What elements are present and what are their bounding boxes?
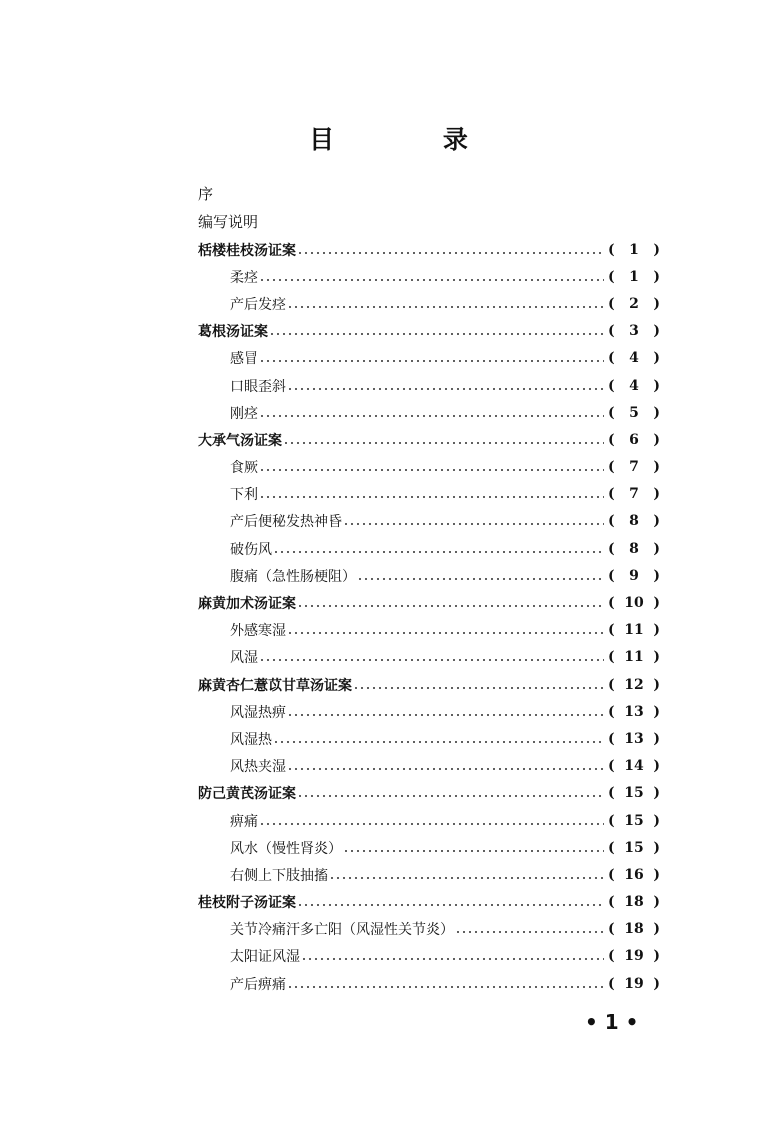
dot-leader (259, 279, 604, 281)
toc-page-number: 19 (624, 948, 644, 965)
dot-leader (287, 714, 604, 716)
toc-section (198, 426, 660, 453)
toc-preface: 序 (198, 185, 214, 203)
toc-page-ref: ( 18 ) (608, 921, 660, 938)
dot-leader (343, 523, 604, 525)
dot-leader (297, 904, 604, 906)
dot-leader (301, 958, 604, 960)
toc-page-ref: ( 7 ) (608, 459, 660, 476)
toc-page-ref: ( 3 ) (608, 323, 660, 340)
toc-page-ref: ( 10 ) (608, 595, 660, 612)
toc-page-ref: ( 8 ) (608, 540, 660, 557)
dot-leader (259, 469, 604, 471)
toc-page-ref: ( 19 ) (608, 948, 660, 965)
page-title: 目 录 (309, 125, 518, 154)
toc-page-number: 7 (629, 459, 639, 476)
dot-leader (287, 388, 604, 390)
toc-page-number: 12 (624, 676, 644, 693)
toc-entry-title: 刚痉 (230, 405, 258, 422)
toc-page-ref: ( 18 ) (608, 894, 660, 911)
toc-item (198, 372, 660, 399)
dot-leader (287, 632, 604, 634)
toc-section (198, 889, 660, 916)
toc-page-number: 18 (624, 921, 644, 938)
toc-entry-title: 腹痛（急性肠梗阻） (230, 568, 356, 585)
toc-page-number: 13 (624, 730, 644, 747)
toc-entry-title: 风湿 (230, 650, 258, 667)
toc-page-ref: ( 15 ) (608, 839, 660, 856)
toc-page-number: 6 (629, 431, 639, 448)
toc-entry-title: 太阳证风湿 (230, 949, 300, 966)
toc-entry-title: 桂枝附子汤证案 (198, 895, 296, 912)
toc-page-number: 1 (629, 268, 639, 285)
toc-item (198, 916, 660, 943)
toc-page-number: 3 (629, 323, 639, 340)
toc-page-ref: ( 19 ) (608, 975, 660, 992)
page-number: • 1 • (585, 1010, 639, 1034)
toc-entry-title: 栝楼桂枝汤证案 (198, 242, 296, 259)
toc-page-number: 8 (629, 540, 639, 557)
toc-item (198, 943, 660, 970)
toc-page-number: 15 (624, 839, 644, 856)
toc-compilation-notes: 编写说明 (198, 213, 259, 231)
toc-section (198, 671, 660, 698)
dot-leader (269, 333, 604, 335)
toc-page-number: 13 (624, 703, 644, 720)
dot-leader (273, 741, 604, 743)
toc-entry-title: 产后便秘发热神昏 (230, 514, 342, 531)
toc-page-ref: ( 13 ) (608, 730, 660, 747)
dot-leader (353, 687, 604, 689)
dot-leader (287, 986, 604, 988)
toc-page-number: 15 (624, 785, 644, 802)
toc-entry-title: 右侧上下肢抽搐 (230, 867, 328, 884)
toc-page-ref: ( 13 ) (608, 703, 660, 720)
toc-page-number: 1 (629, 241, 639, 258)
toc-page-ref: ( 14 ) (608, 758, 660, 775)
toc-page-number: 9 (629, 567, 639, 584)
toc-item (198, 263, 660, 290)
toc-entry-title: 风热夹湿 (230, 759, 286, 776)
toc-entry-title: 口眼歪斜 (230, 378, 286, 395)
toc-page-ref: ( 11 ) (608, 649, 660, 666)
toc-section (198, 236, 660, 263)
toc-entry-title: 风湿热痹 (230, 704, 286, 721)
toc-entry-title: 大承气汤证案 (198, 432, 282, 449)
dot-leader (259, 496, 604, 498)
toc-page-number: 10 (624, 595, 644, 612)
toc-item (198, 290, 660, 317)
toc-page-number: 15 (624, 812, 644, 829)
toc-section (198, 318, 660, 345)
toc-entry-title: 感冒 (230, 351, 258, 368)
dot-leader (357, 578, 604, 580)
toc-page-ref: ( 7 ) (608, 486, 660, 503)
dot-leader (287, 768, 604, 770)
toc-page-ref: ( 9 ) (608, 567, 660, 584)
toc-page-number: 4 (629, 350, 639, 367)
toc-entry-title: 风水（慢性肾炎） (230, 840, 342, 857)
dot-leader (259, 360, 604, 362)
toc-entry-title: 关节冷痛汗多亡阳（风湿性关节炎） (230, 922, 454, 939)
dot-leader (343, 850, 604, 852)
toc-page-ref: ( 2 ) (608, 295, 660, 312)
toc-item (198, 725, 660, 752)
toc-section (198, 780, 660, 807)
dot-leader (287, 306, 604, 308)
toc-page-number: 4 (629, 377, 639, 394)
toc-item (198, 508, 660, 535)
toc-item (198, 481, 660, 508)
toc-item (198, 345, 660, 372)
dot-leader (297, 252, 604, 254)
dot-leader (297, 795, 604, 797)
toc-entry-title: 麻黄杏仁薏苡甘草汤证案 (198, 677, 352, 694)
toc-item (198, 399, 660, 426)
toc-entry-title: 食厥 (230, 460, 258, 477)
dot-leader (259, 415, 604, 417)
toc-item (198, 807, 660, 834)
toc-page-ref: ( 15 ) (608, 785, 660, 802)
dot-leader (259, 659, 604, 661)
toc-item (198, 562, 660, 589)
toc-page-ref: ( 1 ) (608, 241, 660, 258)
toc-item (198, 753, 660, 780)
toc-page-ref: ( 4 ) (608, 350, 660, 367)
toc-page-number: 18 (624, 894, 644, 911)
dot-leader (329, 877, 604, 879)
toc-page-ref: ( 4 ) (608, 377, 660, 394)
toc-page-ref: ( 5 ) (608, 404, 660, 421)
toc-entry-title: 痹痛 (230, 813, 258, 830)
toc-item (198, 698, 660, 725)
toc-page-number: 8 (629, 513, 639, 530)
toc-item (198, 535, 660, 562)
toc-entry-title: 风湿热 (230, 731, 272, 748)
toc-item (198, 454, 660, 481)
toc-page-ref: ( 16 ) (608, 866, 660, 883)
toc-entry-title: 产后发痉 (230, 296, 286, 313)
toc-item (198, 617, 660, 644)
toc-entry-title: 下利 (230, 487, 258, 504)
toc-entry-title: 麻黄加术汤证案 (198, 596, 296, 613)
dot-leader (297, 605, 604, 607)
toc-page-number: 2 (629, 295, 639, 312)
table-of-contents (198, 180, 660, 997)
toc-page-number: 5 (629, 404, 639, 421)
toc-item (198, 834, 660, 861)
toc-page-ref: ( 12 ) (608, 676, 660, 693)
dot-leader (273, 551, 604, 553)
toc-page-ref: ( 15 ) (608, 812, 660, 829)
toc-entries (198, 236, 660, 997)
toc-entry-title: 外感寒湿 (230, 623, 286, 640)
toc-item (198, 970, 660, 997)
dot-leader (283, 442, 604, 444)
dot-leader (259, 823, 604, 825)
toc-page-ref: ( 6 ) (608, 431, 660, 448)
toc-section (198, 589, 660, 616)
toc-page-number: 11 (624, 649, 644, 666)
toc-page-number: 16 (624, 866, 644, 883)
toc-entry-title: 葛根汤证案 (198, 324, 268, 341)
toc-page-ref: ( 11 ) (608, 622, 660, 639)
dot-leader (455, 931, 604, 933)
toc-entry-title: 破伤风 (230, 541, 272, 558)
toc-page-number: 14 (624, 758, 644, 775)
toc-entry-title: 柔痉 (230, 269, 258, 286)
toc-page-ref: ( 8 ) (608, 513, 660, 530)
toc-item (198, 644, 660, 671)
toc-entry-title: 产后痹痛 (230, 976, 286, 993)
toc-page-number: 11 (624, 622, 644, 639)
toc-item (198, 861, 660, 888)
toc-page-number: 7 (629, 486, 639, 503)
toc-entry-title: 防己黄芪汤证案 (198, 786, 296, 803)
toc-page-ref: ( 1 ) (608, 268, 660, 285)
toc-page-number: 19 (624, 975, 644, 992)
